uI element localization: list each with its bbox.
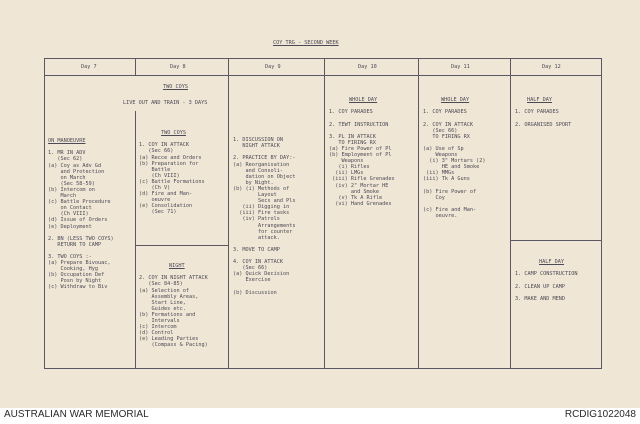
day8-schedule-night: NIGHT 2. COY IN NIGHT ATTACK (Sec 84-85) (a) Selection of Assembly Areas, Start Line, Guides etc. (b) Formations and Intervals (c) Intercom (d) Control (e) Leading Parties (Compass & Pacing) (139, 263, 208, 349)
day11-schedule: WHOLE DAY 1. COY PARADES 2. COY IN ATTACK (Sec 66) TO FIRING RX (a) Use of Sp Weapons (i) 3" Mortars (2) HE and Smoke (ii) MMGs (iii) Tk A Guns (b) Fire Power of Coy (c) Fire and Man- oeuvre. (423, 97, 486, 219)
divider-day9-10 (324, 58, 325, 369)
divider-day12-halves (511, 240, 601, 241)
day12-schedule-bottom: HALF DAY 1. CAMP CONSTRUCTION 2. CLEAN UP CAMP 3. MAKE AND MEND (515, 259, 578, 302)
live-out-heading: LIVE OUT AND TRAIN - 3 DAYS (123, 100, 208, 106)
page-title: COY TRG - SECOND WEEK (273, 40, 339, 46)
footer-right: RCDIG1022048 (564, 409, 636, 420)
table-bottom-border (44, 368, 602, 369)
table-left-border (44, 58, 45, 369)
table-right-border (601, 58, 602, 369)
day-header: Day 9 (265, 64, 281, 70)
divider-day7-8 (135, 58, 136, 76)
day-header: Day 12 (542, 64, 561, 70)
divider-day8-night (136, 245, 228, 246)
divider-day8-9 (228, 58, 229, 369)
divider-day11-12 (510, 58, 511, 369)
day-header: Day 8 (170, 64, 186, 70)
day-header: Day 7 (81, 64, 97, 70)
day-header: Day 10 (358, 64, 377, 70)
table-top-border (44, 58, 602, 59)
day10-schedule: WHOLE DAY 1. COY PARADES 2. TEWT INSTRUCTION 3. PL IN ATTACK TO FIRING RX (a) Fire Power of Pl (b) Employment of Pl Weapons (i) Rifles (ii) LMGs (iii) Rifle Grenades (iv) 2" Mortar HE and Smoke (v) Tk A Rifle (vi) Hand Grenades (329, 97, 395, 207)
day7-schedule: ON MANOEUVRE 1. MR IN ADV (Sec 62) (a) Coy as Adv Gd and Protection on March (Sec 58-59) (b) Intercom on March (c) Battle Procedure on Contact (Ch VIII) (d) Issue of Orders (e) Deployment 2. BN (LESS TWO COYS) RETURN TO CAMP 3. TWO COYS :- (a) Prepare Bivouac, Cooking, Hyg (b) Occupation Def Posn by Night (c) Withdraw to Biv (48, 138, 114, 291)
day12-schedule-top: HALF DAY 1. COY PARADES 2. ORGANISED SPORT (515, 97, 572, 128)
day-header: Day 11 (451, 64, 470, 70)
two-coys-heading: TWO COYS (163, 84, 188, 90)
footer-left: AUSTRALIAN WAR MEMORIAL (4, 409, 149, 420)
day9-schedule: 1. DISCUSSION ON NIGHT ATTACK 2. PRACTICE BY DAY:- (a) Reorganisation and Consoli- dation on Object by Night. (b) (i) Methods of Layout Secs and Pls (ii) Digging in (iii) Fire tasks (iv) Patrols Arrangements for counter attack. 3. MOVE TO CAMP 4. COY IN ATTACK (Sec 66) (a) Quick Decision Exercise (b) Discussion (233, 137, 296, 296)
divider-day10-11 (418, 58, 419, 369)
table-header-border (44, 75, 602, 76)
divider-day7-8-lower (135, 111, 136, 369)
day8-schedule-day: TWO COYS 1. COY IN ATTACK (Sec 66) (a) Recce and Orders (b) Preparation for Battle (Ch VIII) (c) Battle Formations (Ch V) (d) Fire and Man- oeuvre (e) Consolidation (Sec 71) (139, 130, 205, 216)
